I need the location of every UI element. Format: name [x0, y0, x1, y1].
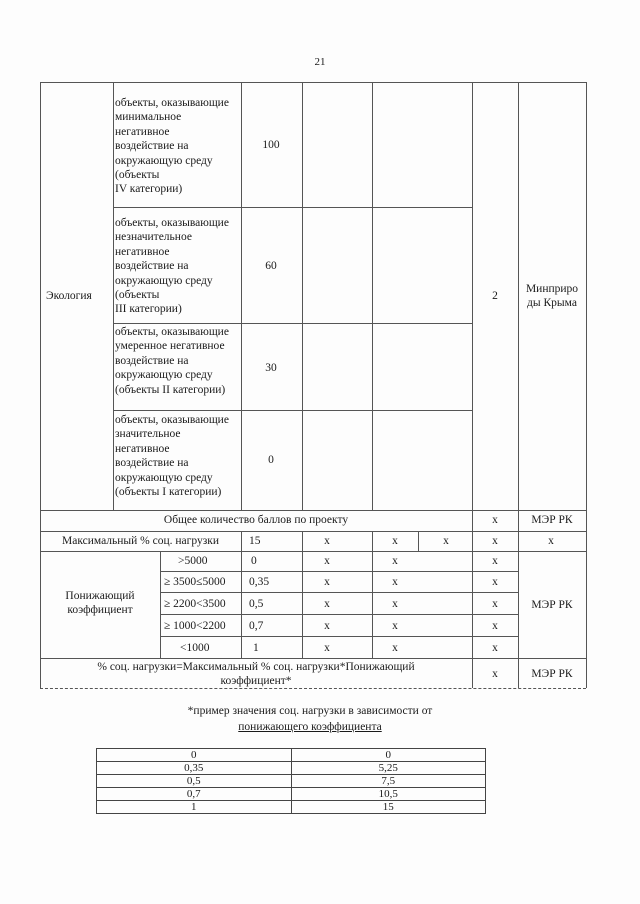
x-mark: x — [324, 555, 330, 567]
x-mark: x — [324, 535, 330, 547]
x-mark: x — [324, 620, 330, 632]
x-mark: x — [492, 668, 498, 680]
table-cell: 15 — [291, 801, 486, 814]
example-table — [96, 748, 486, 814]
x-mark: x — [492, 642, 498, 654]
x-mark: x — [392, 642, 398, 654]
table-row — [97, 762, 486, 775]
coefficient-range: ≥ 1000<2200 — [164, 620, 226, 632]
x-mark: x — [492, 598, 498, 610]
x-mark: x — [392, 535, 398, 547]
max-percent-label: Максимальный % соц. нагрузки — [61, 535, 219, 547]
ecology-authority: Минприро ды Крыма — [525, 283, 579, 310]
x-mark: x — [324, 576, 330, 588]
coefficient-authority: МЭР РК — [531, 599, 573, 611]
table-cell: 7,5 — [291, 775, 486, 788]
x-mark: x — [392, 576, 398, 588]
table-row — [97, 801, 486, 814]
coefficient-range: ≥ 2200<3500 — [164, 598, 226, 610]
x-mark: x — [324, 642, 330, 654]
table-row — [97, 775, 486, 788]
table-cell: 0 — [291, 749, 486, 762]
coefficient-value: 0,5 — [249, 598, 264, 610]
x-mark: x — [392, 598, 398, 610]
max-percent-value: 15 — [249, 535, 261, 547]
x-mark: x — [492, 576, 498, 588]
table-cell: 0,35 — [97, 762, 292, 775]
x-mark: x — [443, 535, 449, 547]
table-cell: 0,7 — [97, 788, 292, 801]
total-label: Общее количество баллов по проекту — [163, 514, 349, 526]
x-mark: x — [324, 598, 330, 610]
x-mark: x — [492, 535, 498, 547]
x-mark: x — [392, 555, 398, 567]
formula-authority: МЭР РК — [531, 668, 573, 680]
ecology-score: 100 — [262, 139, 280, 151]
coefficient-label: Понижающий коэффициент — [65, 590, 135, 617]
total-authority: МЭР РК — [531, 514, 573, 526]
x-mark: x — [392, 620, 398, 632]
coefficient-value: 0 — [251, 555, 257, 567]
ecology-criterion-text: объекты, оказывающие значительное негативное воздействие на окружающую среду (объекты I категории) — [115, 414, 229, 499]
table-cell: 0 — [97, 749, 292, 762]
x-mark: x — [492, 514, 498, 526]
ecology-criterion-text: объекты, оказывающие минимальное негативное воздействие на окружающую среду (объекты IV категории) — [115, 97, 229, 196]
ecology-score: 30 — [265, 362, 277, 374]
coefficient-range: >5000 — [178, 555, 208, 567]
table-cell: 1 — [97, 801, 292, 814]
coefficient-range: ≥ 3500≤5000 — [164, 576, 226, 588]
footnote-line: понижающего коэффициента — [238, 721, 382, 733]
x-mark: x — [492, 620, 498, 632]
table-cell: 10,5 — [291, 788, 486, 801]
table-row — [97, 749, 486, 762]
coefficient-value: 0,35 — [249, 576, 270, 588]
x-mark: x — [548, 535, 554, 547]
formula-text: % соц. нагрузки=Максимальный % соц. нагрузки*Понижающий коэффициент* — [97, 661, 415, 688]
ecology-criterion-text: объекты, оказывающие умеренное негативное воздействие на окружающую среду (объекты II категории) — [115, 326, 229, 396]
table-cell: 5,25 — [291, 762, 486, 775]
ecology-score: 0 — [268, 454, 274, 466]
ecology-criterion-text: объекты, оказывающие незначительное негативное воздействие на окружающую среду (объекты III категории) — [115, 217, 229, 316]
page-number: 21 — [314, 56, 326, 68]
table-cell: 0,5 — [97, 775, 292, 788]
ecology-score: 60 — [265, 260, 277, 272]
x-mark: x — [492, 555, 498, 567]
coefficient-range: <1000 — [180, 642, 210, 654]
coefficient-value: 1 — [253, 642, 259, 654]
table-row — [97, 788, 486, 801]
ecology-weight: 2 — [492, 290, 498, 302]
ecology-label: Экология — [46, 290, 92, 302]
coefficient-value: 0,7 — [249, 620, 264, 632]
footnote-line: *пример значения соц. нагрузки в зависимости от — [187, 705, 433, 717]
